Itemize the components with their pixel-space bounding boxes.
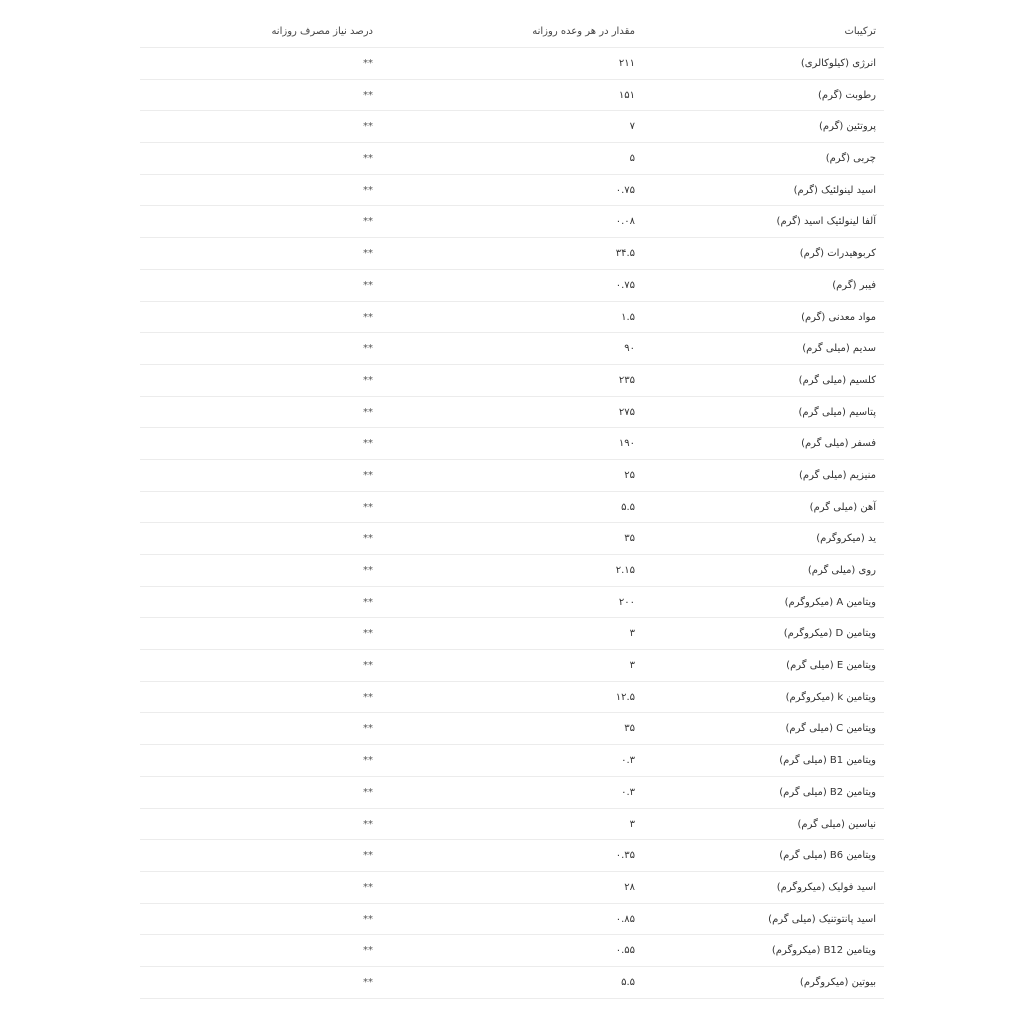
amount-cell: ۰.۷۵	[615, 184, 635, 196]
daily-percent-cell: **	[363, 374, 373, 386]
table-row	[140, 460, 884, 492]
daily-percent-cell: **	[363, 89, 373, 101]
daily-percent-cell: **	[363, 976, 373, 988]
table-row	[140, 48, 884, 80]
amount-cell: ۳	[629, 628, 635, 640]
amount-cell: ۲۵	[624, 469, 635, 481]
table-body	[140, 48, 884, 999]
daily-percent-cell: **	[363, 881, 373, 893]
ingredient-name-cell: روی (میلی گرم)	[807, 565, 876, 576]
table-row	[140, 111, 884, 143]
table-row	[140, 143, 884, 175]
table-row	[140, 587, 884, 619]
ingredient-name-cell: ویتامین D (میکروگرم)	[783, 628, 876, 640]
table-row	[140, 80, 884, 112]
amount-cell: ۰.۸۵	[615, 913, 635, 925]
nutrition-table	[140, 16, 884, 999]
ingredient-name-cell: رطوبت (گرم)	[817, 89, 876, 101]
daily-percent-cell: **	[363, 565, 373, 576]
table-row	[140, 650, 884, 682]
amount-cell: ۲۸	[624, 881, 635, 893]
ingredient-name-cell: چربی (گرم)	[825, 153, 876, 165]
ingredient-name-cell: بیوتین (میکروگرم)	[799, 976, 876, 988]
amount-cell: ۵.۵	[621, 976, 635, 988]
table-row	[140, 935, 884, 967]
table-row	[140, 745, 884, 777]
amount-cell: ۰.۳۵	[615, 850, 635, 862]
table-row	[140, 840, 884, 872]
daily-percent-cell: **	[363, 628, 373, 640]
amount-cell: ۳	[629, 660, 635, 672]
table-row	[140, 809, 884, 841]
ingredient-name-cell: انرژی (کیلوکالری)	[800, 58, 876, 69]
table-row	[140, 777, 884, 809]
ingredient-name-cell: ویتامین B2 (میلی گرم)	[779, 786, 876, 798]
daily-percent-cell: **	[363, 533, 373, 545]
daily-percent-cell: **	[363, 121, 373, 133]
daily-percent-cell: **	[363, 406, 373, 418]
ingredient-name-cell: ویتامین E (میلی گرم)	[786, 660, 876, 672]
amount-cell: ۳۵	[624, 533, 635, 545]
amount-cell: ۳۵	[624, 723, 635, 735]
amount-cell: ۷	[629, 121, 635, 133]
daily-percent-cell: **	[363, 818, 373, 830]
daily-percent-cell: **	[363, 755, 373, 767]
ingredient-name-cell: مواد معدنی (گرم)	[801, 311, 876, 323]
amount-cell: ۲۰۰	[618, 596, 635, 608]
ingredient-name-cell: اسید پانتوتنیک (میلی گرم)	[768, 913, 876, 925]
daily-percent-cell: **	[363, 311, 373, 323]
table-row	[140, 523, 884, 555]
daily-percent-cell: **	[363, 660, 373, 672]
daily-percent-cell: **	[363, 501, 373, 513]
ingredient-name-cell: ویتامین A (میکروگرم)	[784, 596, 876, 608]
amount-cell: ۰.۰۸	[615, 216, 635, 228]
header-daily-value-percent: درصد نیاز مصرف روزانه	[271, 26, 373, 37]
daily-percent-cell: **	[363, 945, 373, 957]
table-row	[140, 682, 884, 714]
table-row	[140, 967, 884, 999]
daily-percent-cell: **	[363, 850, 373, 862]
amount-cell: ۵	[629, 153, 635, 165]
amount-cell: ۰.۵۵	[615, 945, 635, 957]
amount-cell: ۰.۳	[621, 786, 635, 798]
daily-percent-cell: **	[363, 153, 373, 165]
table-row	[140, 872, 884, 904]
table-row	[140, 618, 884, 650]
table-row	[140, 333, 884, 365]
ingredient-name-cell: آلفا لینولئیک اسید (گرم)	[776, 216, 876, 228]
table-row	[140, 492, 884, 524]
ingredient-name-cell: اسید فولیک (میکروگرم)	[776, 881, 876, 893]
daily-percent-cell: **	[363, 184, 373, 196]
daily-percent-cell: **	[363, 723, 373, 735]
header-amount-per-serving: مقدار در هر وعده روزانه	[532, 26, 635, 37]
amount-cell: ۱.۵	[621, 311, 635, 323]
ingredient-name-cell: اسید لینولئیک (گرم)	[793, 184, 876, 196]
amount-cell: ۲۳۵	[618, 374, 635, 386]
daily-percent-cell: **	[363, 58, 373, 69]
ingredient-name-cell: کربوهیدرات (گرم)	[799, 248, 876, 260]
table-row	[140, 302, 884, 334]
amount-cell: ۲۷۵	[618, 406, 635, 418]
daily-percent-cell: **	[363, 596, 373, 608]
ingredient-name-cell: کلسیم (میلی گرم)	[798, 374, 876, 386]
daily-percent-cell: **	[363, 786, 373, 798]
amount-cell: ۰.۳	[621, 755, 635, 767]
ingredient-name-cell: ید (میکروگرم)	[816, 533, 876, 545]
daily-percent-cell: **	[363, 216, 373, 228]
ingredient-name-cell: فیبر (گرم)	[832, 279, 876, 291]
table-row	[140, 713, 884, 745]
ingredient-name-cell: پتاسیم (میلی گرم)	[798, 406, 876, 418]
table-header-row	[140, 16, 884, 48]
table-row	[140, 238, 884, 270]
daily-percent-cell: **	[363, 691, 373, 703]
daily-percent-cell: **	[363, 438, 373, 450]
daily-percent-cell: **	[363, 469, 373, 481]
table-row	[140, 270, 884, 302]
ingredient-name-cell: فسفر (میلی گرم)	[801, 438, 876, 450]
amount-cell: ۲۱۱	[618, 58, 635, 69]
table-row	[140, 904, 884, 936]
table-row	[140, 428, 884, 460]
ingredient-name-cell: ویتامین k (میکروگرم)	[785, 691, 876, 703]
amount-cell: ۱۵۱	[618, 89, 635, 101]
table-row	[140, 397, 884, 429]
amount-cell: ۱۲.۵	[615, 691, 635, 703]
table-row	[140, 206, 884, 238]
amount-cell: ۹۰	[624, 343, 635, 355]
table-row	[140, 365, 884, 397]
amount-cell: ۳۴.۵	[615, 248, 635, 260]
daily-percent-cell: **	[363, 343, 373, 355]
ingredient-name-cell: ویتامین B6 (میلی گرم)	[779, 850, 876, 862]
daily-percent-cell: **	[363, 913, 373, 925]
ingredient-name-cell: ویتامین B12 (میکروگرم)	[771, 945, 876, 957]
amount-cell: ۳	[629, 818, 635, 830]
ingredient-name-cell: سدیم (میلی گرم)	[802, 343, 876, 355]
ingredient-name-cell: ویتامین B1 (میلی گرم)	[779, 755, 876, 767]
ingredient-name-cell: نیاسین (میلی گرم)	[797, 818, 876, 830]
table-row	[140, 175, 884, 207]
table-row	[140, 555, 884, 587]
ingredient-name-cell: ویتامین C (میلی گرم)	[785, 723, 876, 735]
ingredient-name-cell: منیزیم (میلی گرم)	[799, 469, 876, 481]
daily-percent-cell: **	[363, 248, 373, 260]
amount-cell: ۲.۱۵	[615, 565, 635, 576]
header-ingredients: ترکیبات	[844, 26, 876, 37]
amount-cell: ۰.۷۵	[615, 279, 635, 291]
ingredient-name-cell: آهن (میلی گرم)	[809, 501, 876, 513]
daily-percent-cell: **	[363, 279, 373, 291]
amount-cell: ۱۹۰	[618, 438, 635, 450]
amount-cell: ۵.۵	[621, 501, 635, 513]
ingredient-name-cell: پروتئین (گرم)	[818, 121, 876, 133]
